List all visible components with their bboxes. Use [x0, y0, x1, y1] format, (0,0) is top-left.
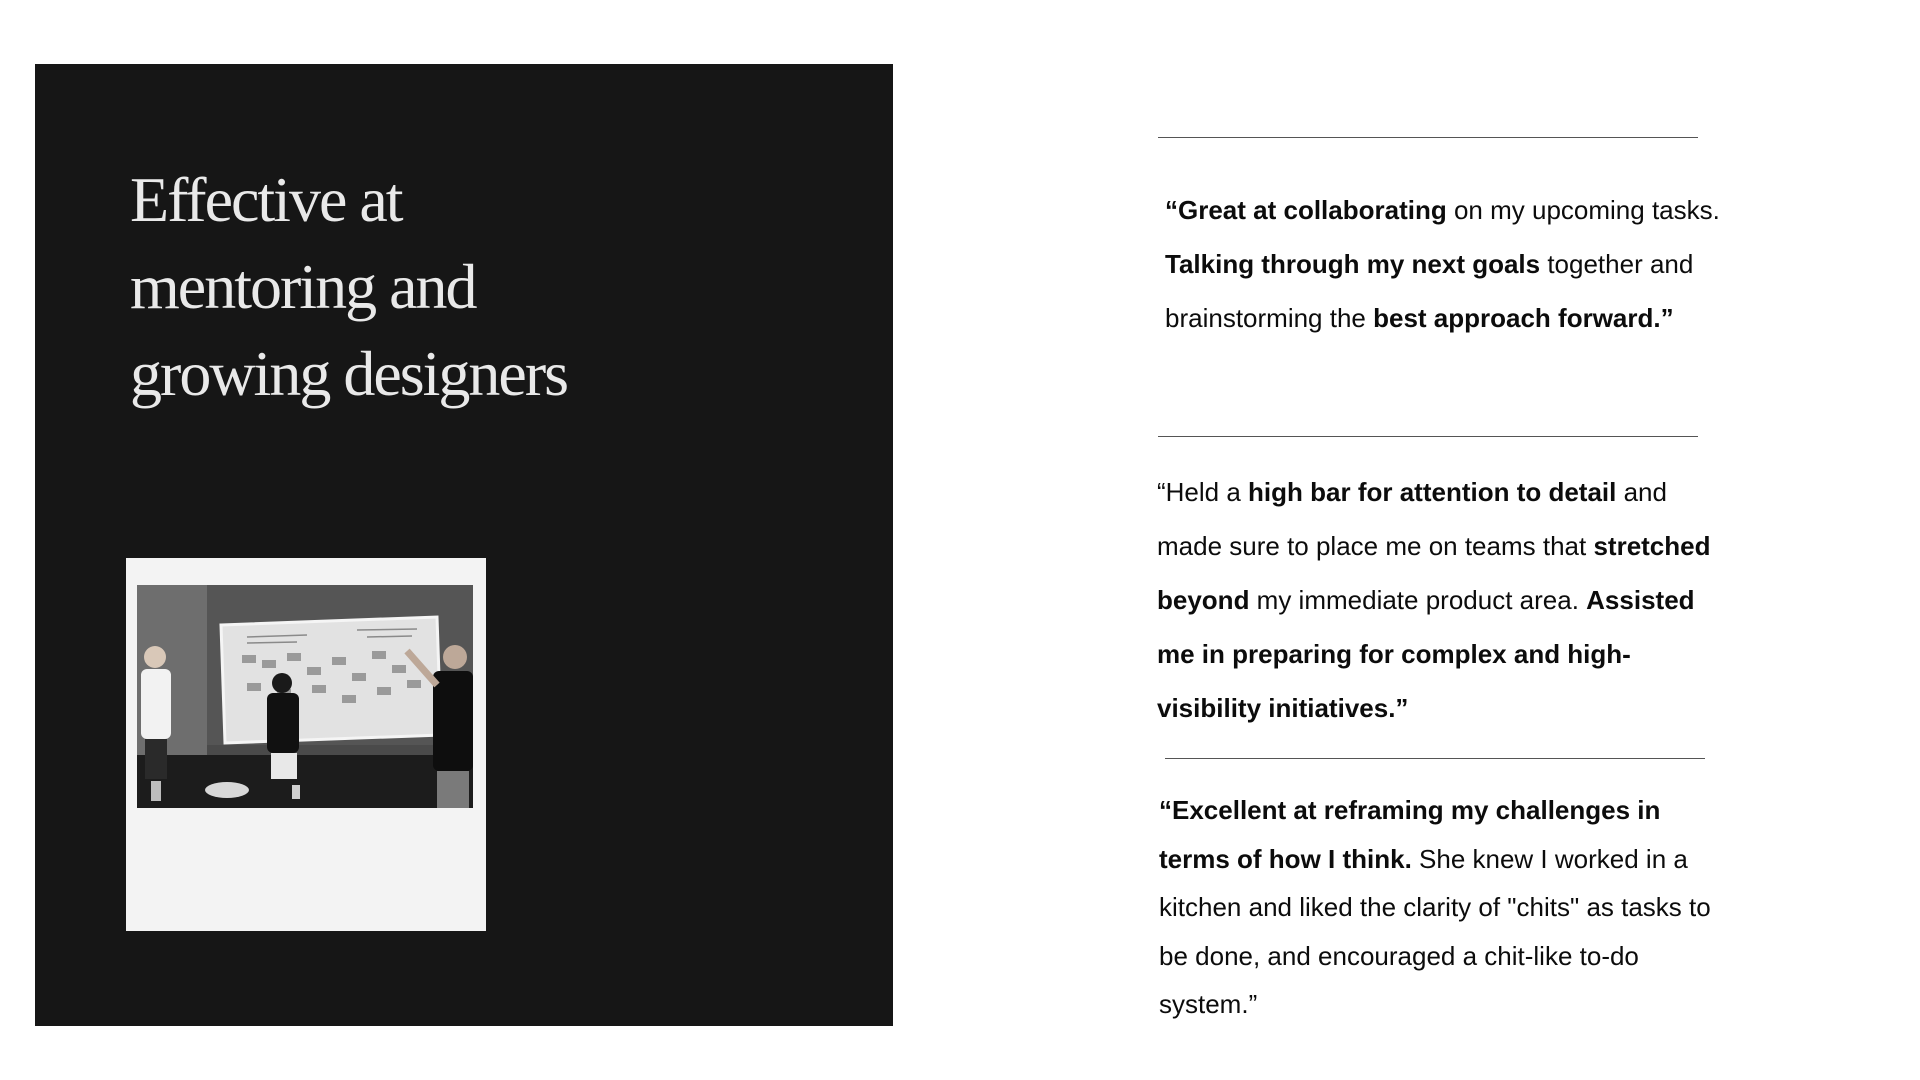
quote-1-text-1: on my upcoming tasks.	[1446, 195, 1720, 225]
quote-1-bold-1: “Great at collaborating	[1165, 195, 1447, 225]
quote-2-bold-1: high bar for attention to detail	[1248, 477, 1617, 507]
testimonial-1	[1165, 183, 1725, 345]
quote-3-text-1: She knew I worked in a kitchen and liked the clarity of "chits" as tasks to be done, and encouraged a chit-like to-do system.”	[1159, 843, 1711, 1019]
quote-3-bold-1: “Excellent at reframing my challenges in terms of how I think.	[1159, 795, 1661, 874]
divider-top	[1158, 137, 1698, 138]
quote-1-text-2: together and brainstorming the	[1165, 249, 1694, 333]
divider-bottom	[1165, 758, 1705, 759]
testimonial-2	[1157, 465, 1727, 735]
quote-2-text-1: “Held a	[1157, 477, 1249, 507]
photo-frame	[126, 558, 486, 931]
divider-middle	[1158, 436, 1698, 437]
quote-2-bold-2: stretched beyond	[1157, 531, 1711, 615]
page-title: Effective at mentoring and growing designers	[130, 164, 568, 409]
testimonial-3	[1159, 786, 1729, 1029]
quote-1-bold-3: best approach forward.”	[1373, 303, 1674, 333]
heading-panel	[35, 64, 893, 1026]
quote-2-text-3: my immediate product area.	[1249, 585, 1587, 615]
quote-2-text-2: and made sure to place me on teams that	[1157, 477, 1667, 561]
quote-2-bold-3: Assisted me in preparing for complex and high-visibility initiatives.”	[1157, 585, 1695, 723]
photo-illustration	[137, 585, 473, 808]
quote-1-bold-2: Talking through my next goals	[1165, 249, 1541, 279]
whiteboard-session-photo	[137, 585, 473, 808]
